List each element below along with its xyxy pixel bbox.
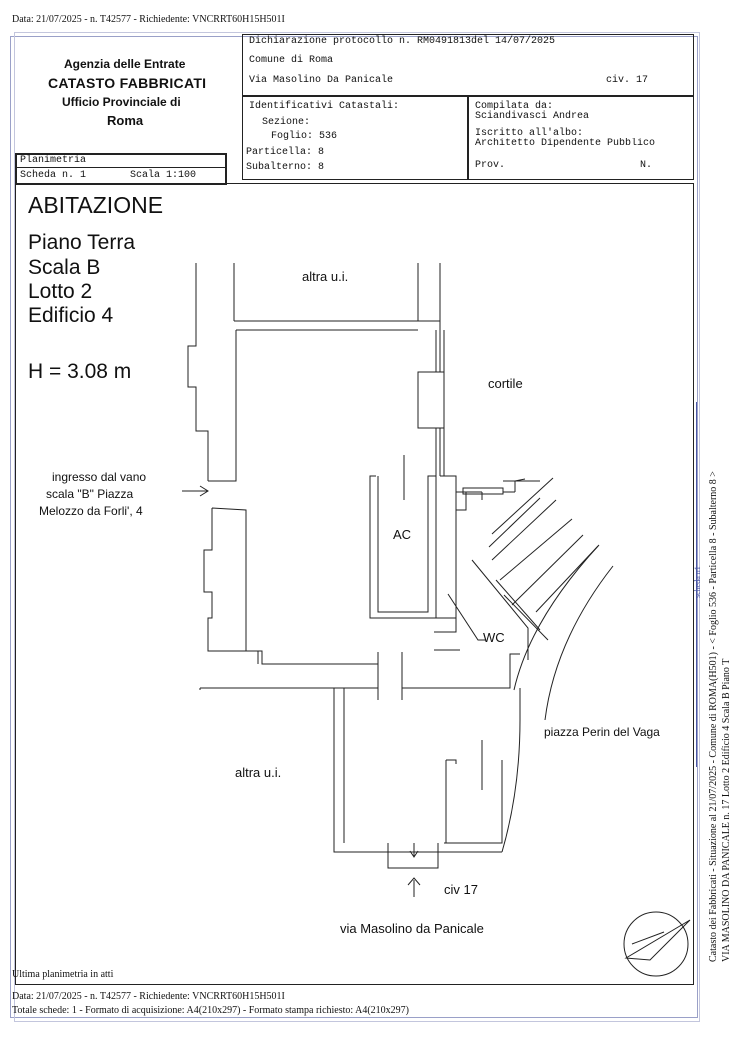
role-text: Architetto Dipendente Pubblico bbox=[475, 138, 656, 149]
civ-text: civ. 17 bbox=[606, 75, 649, 86]
identifiers-title: Identificativi Catastali: bbox=[249, 101, 400, 112]
label-piazza: piazza Perin del Vaga bbox=[544, 725, 660, 739]
side-tag: scheda n1 bbox=[693, 566, 702, 598]
label-wc: WC bbox=[483, 630, 505, 645]
plan-title: ABITAZIONE bbox=[28, 192, 164, 218]
label-ingresso3: Melozzo da Forli', 4 bbox=[39, 504, 143, 518]
label-ingresso1: ingresso dal vano bbox=[52, 470, 147, 484]
agency-line3: Ufficio Provinciale di bbox=[62, 95, 181, 109]
foglio-text: Foglio: 536 bbox=[271, 131, 338, 142]
header-line: Data: 21/07/2025 - n. T42577 - Richiedente: VNCRRT60H15H501I bbox=[12, 14, 285, 25]
prov-text: Prov. bbox=[475, 160, 506, 171]
plan-piano: Piano Terra bbox=[28, 231, 136, 254]
compiled-name: Sciandivasci Andrea bbox=[475, 111, 590, 122]
scheda-label: Scheda n. 1 bbox=[20, 170, 87, 181]
side-rule bbox=[696, 402, 697, 767]
footer-totale: Totale schede: 1 - Formato di acquisizione: A4(210x297) - Formato stampa richiesto: A4(210x297) bbox=[12, 1005, 409, 1016]
label-altra-top: altra u.i. bbox=[302, 269, 349, 284]
protocol-text: Dichiarazione protocollo n. RM0491813del 14/07/2025 bbox=[249, 36, 556, 47]
label-ac: AC bbox=[393, 527, 412, 542]
side-text-line2: VIA MASOLINO DA PANICALE n. 17 Lotto 2 Edificio 4 Scala B Piano T bbox=[721, 658, 732, 962]
plan-scala: Scala B bbox=[28, 256, 101, 279]
subalterno-text: Subalterno: 8 bbox=[246, 162, 325, 173]
plan-lotto: Lotto 2 bbox=[28, 280, 93, 303]
particella-text: Particella: 8 bbox=[246, 147, 325, 158]
address-text: Via Masolino Da Panicale bbox=[249, 75, 394, 86]
label-civ: civ 17 bbox=[444, 882, 478, 897]
label-ingresso2: scala "B" Piazza bbox=[46, 487, 134, 501]
plan-edificio: Edificio 4 bbox=[28, 304, 114, 327]
label-altra-bottom: altra u.i. bbox=[235, 765, 282, 780]
n-text: N. bbox=[640, 160, 653, 171]
label-cortile: cortile bbox=[488, 376, 523, 391]
agency-line4: Roma bbox=[107, 113, 144, 128]
planimetria-label: Planimetria bbox=[20, 155, 87, 166]
agency-line1: Agenzia delle Entrate bbox=[64, 57, 186, 71]
compiled-title: Compilata da: bbox=[475, 101, 554, 112]
comune-text: Comune di Roma bbox=[249, 55, 334, 66]
registered-text: Iscritto all'albo: bbox=[475, 128, 584, 139]
footer-ultima: Ultima planimetria in atti bbox=[12, 969, 114, 980]
sezione-text: Sezione: bbox=[262, 117, 311, 128]
plan-height: H = 3.08 m bbox=[28, 360, 132, 383]
side-text-line1: Catasto dei Fabbricati - Situazione al 21/07/2025 - Comune di ROMA(H501) - < Foglio 536 - Particella 8 - Subalterno 8 > bbox=[708, 471, 719, 962]
label-via: via Masolino da Panicale bbox=[340, 921, 484, 936]
agency-line2: CATASTO FABBRICATI bbox=[48, 75, 207, 91]
scala-label: Scala 1:100 bbox=[130, 170, 197, 181]
footer-data: Data: 21/07/2025 - n. T42577 - Richiedente: VNCRRT60H15H501I bbox=[12, 991, 285, 1002]
